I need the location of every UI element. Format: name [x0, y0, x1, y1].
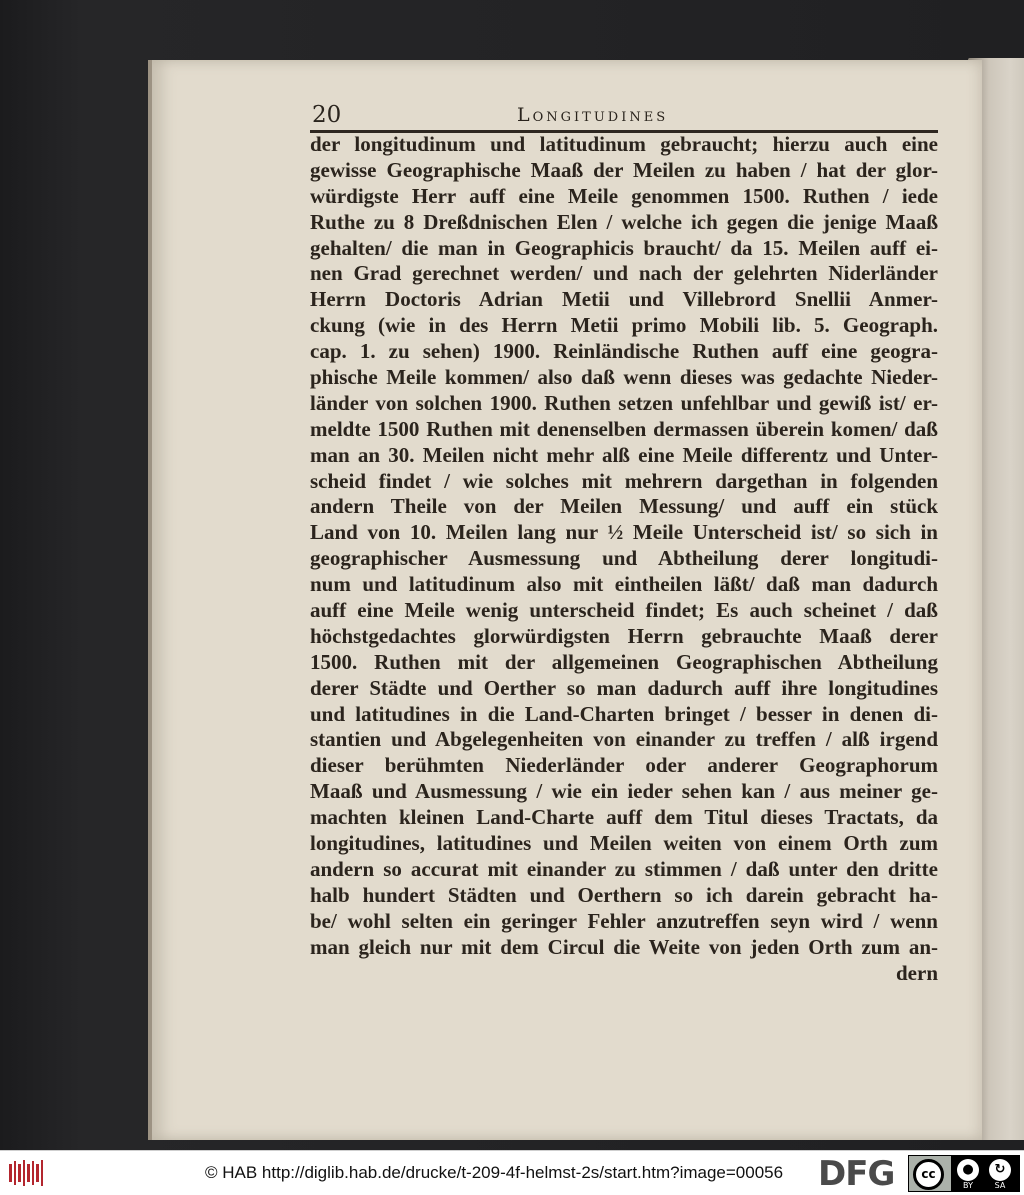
cc-license-badge[interactable]	[908, 1155, 1020, 1192]
text-line: phische Meile kommen/ also daß wenn dieses was gedachte Nieder-	[310, 365, 938, 390]
text-line: gewisse Geographische Maaß der Meilen zu haben / hat der glor-	[310, 157, 938, 182]
text-line: länder von solchen 1900. Ruthen setzen unfehlbar und gewiß ist/ er-	[310, 390, 938, 415]
page-header	[312, 102, 932, 132]
cc-by-label: BY	[963, 1181, 973, 1190]
text-line: höchstgedachtes glorwürdigsten Herrn gebrauchte Maaß derer	[310, 623, 938, 648]
cc-icon: cc	[913, 1159, 944, 1190]
page-text-block	[310, 132, 938, 986]
text-line: andern Theile von der Meilen Messung/ und auff ein stück	[310, 494, 938, 519]
text-line: halb hundert Städten und Oerthern so ich darein gebracht ha-	[310, 882, 938, 907]
cc-sa-label: SA	[994, 1181, 1006, 1190]
permalink-url[interactable]: © HAB http://diglib.hab.de/drucke/t-209-4f-helmst-2s/start.htm?image=00056	[205, 1163, 784, 1182]
text-line: geographischer Ausmessung und Abtheilung derer longitudi-	[310, 546, 938, 571]
book-page	[148, 60, 982, 1140]
share-alike-icon: ↻	[989, 1159, 1011, 1181]
copyright-link[interactable]	[205, 1163, 783, 1183]
running-title: Longitudines	[517, 104, 669, 126]
text-line: und latitudines in die Land-Charten bringet / besser in denen di-	[310, 701, 938, 726]
text-line: würdigste Herr auff eine Meile genommen 1500. Ruthen / iede	[310, 183, 938, 208]
text-line: 1500. Ruthen mit der allgemeinen Geographischen Abtheilung	[310, 649, 938, 674]
viewer-footer	[0, 1150, 1024, 1195]
text-line: auff eine Meile wenig unterscheid findet; Es auch scheinet / daß	[310, 598, 938, 623]
text-line: andern so accurat mit einander zu stimmen / daß unter den dritte	[310, 856, 938, 881]
text-line: Maaß und Ausmessung / wie ein ieder sehen kan / aus meiner ge-	[310, 779, 938, 804]
text-line: machten kleinen Land-Charte auff dem Titul dieses Tractats, da	[310, 805, 938, 830]
text-line: Ruthe zu 8 Dreßdnischen Elen / welche ich gegen die jenige Maaß	[310, 209, 938, 234]
text-line: nen Grad gerechnet werden/ und nach der gelehrten Niderländer	[310, 261, 938, 286]
text-line: gehalten/ die man in Geographicis braucht/ da 15. Meilen auff ei-	[310, 235, 938, 260]
catchword: dern	[896, 960, 938, 985]
text-line: scheid findet / wie solches mit mehrern dargethan in folgenden	[310, 468, 938, 493]
text-line: num und latitudinum also mit eintheilen läßt/ daß man dadurch	[310, 572, 938, 597]
attribution-person-icon: ●	[957, 1159, 979, 1181]
text-line: man gleich nur mit dem Circul die Weite von jeden Orth zum an-	[310, 934, 938, 959]
hab-library-logo	[8, 1158, 46, 1188]
text-line: der longitudinum und latitudinum gebraucht; hierzu auch eine	[310, 132, 938, 156]
text-line: man an 30. Meilen nicht mehr alß eine Meile differentz und Unter-	[310, 442, 938, 467]
text-line: derer Städte und Oerther so man dadurch auff ihre longitudines	[310, 675, 938, 700]
text-line: Land von 10. Meilen lang nur ½ Meile Unterscheid ist/ so sich in	[310, 520, 938, 545]
dfg-logo: DFG	[818, 1154, 895, 1194]
text-line: meldte 1500 Ruthen mit denenselben dermassen überein komen/ daß	[310, 416, 938, 441]
text-line: cap. 1. zu sehen) 1900. Reinländische Ruthen auff eine geogra-	[310, 339, 938, 364]
cc-attributes	[951, 1156, 1019, 1191]
text-line: ckung (wie in des Herrn Metii primo Mobili lib. 5. Geograph.	[310, 313, 938, 338]
text-line: longitudines, latitudines und Meilen weiten von einem Orth zum	[310, 831, 938, 856]
page-number: 20	[312, 102, 342, 128]
text-line: dieser berühmten Niederländer oder anderer Geographorum	[310, 753, 938, 778]
text-line: stantien und Abgelegenheiten von einander zu treffen / alß irgend	[310, 727, 938, 752]
text-line: be/ wohl selten ein geringer Fehler anzutreffen seyn wird / wenn	[310, 908, 938, 933]
text-line: Herrn Doctoris Adrian Metii und Villebrord Snellii Anmer-	[310, 287, 938, 312]
